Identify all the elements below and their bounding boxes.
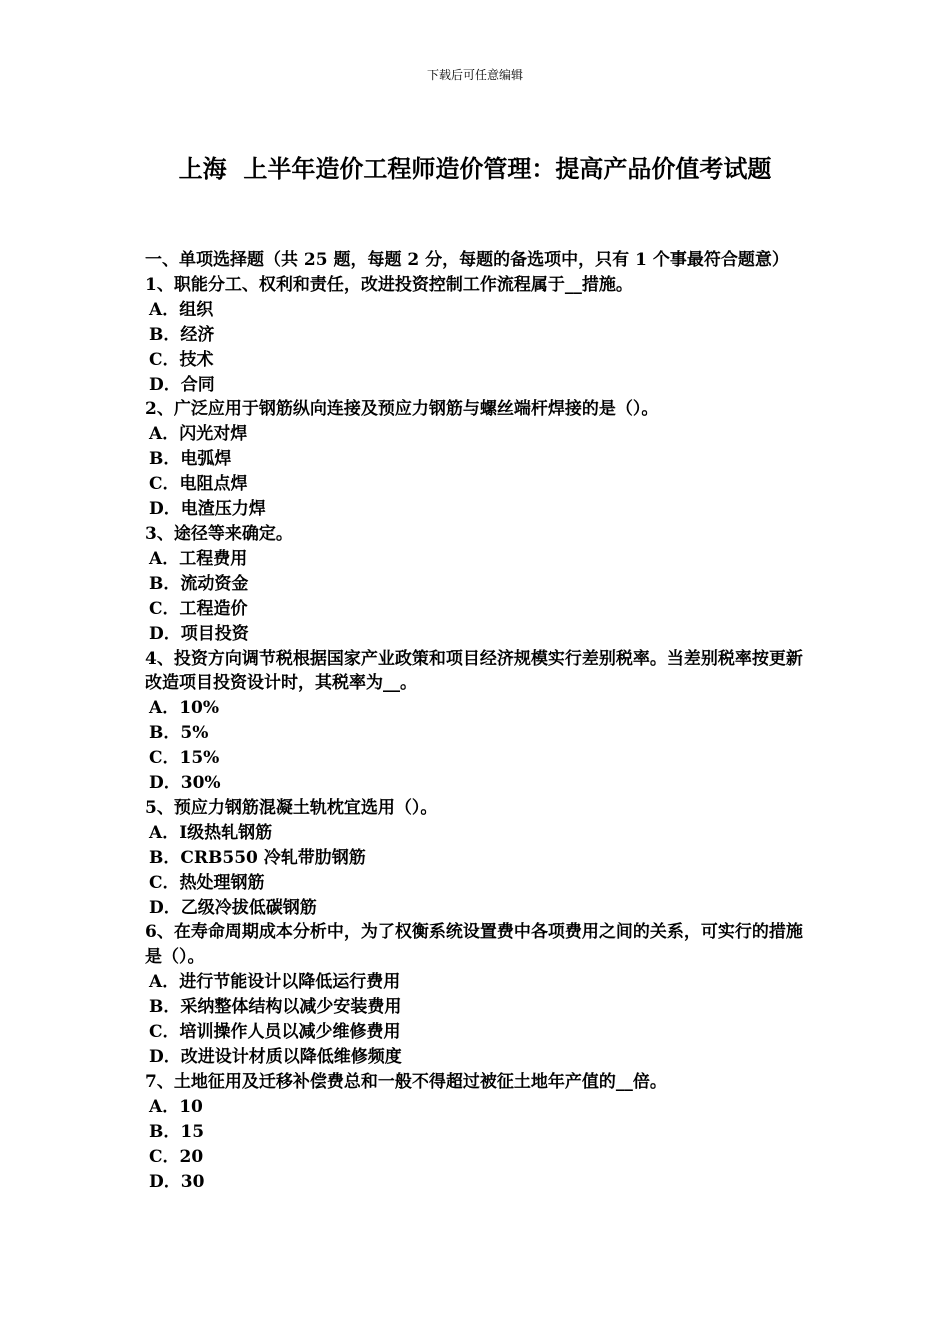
page-title: 上海 上半年造价工程师造价管理：提高产品价值考试题 xyxy=(178,154,772,183)
option-b: B．15 xyxy=(149,1121,205,1142)
document-body xyxy=(145,248,810,1194)
option-c: C．15% xyxy=(149,748,220,769)
question-3 xyxy=(145,522,810,647)
question-stem: 2、广泛应用于钢筋纵向连接及预应力钢筋与螺丝端杆焊接的是（）。 xyxy=(145,399,659,420)
option-a: A．组织 xyxy=(149,299,214,320)
question-stem: 4、投资方向调节税根据国家产业政策和项目经济规模实行差别税率。当差别税率按更新改造项目投资设计时，其税率为__。 xyxy=(145,648,803,694)
option-c: C．热处理钢筋 xyxy=(149,872,265,893)
option-a: A．工程费用 xyxy=(149,548,248,569)
option-d: D．改进设计材质以降低维修频度 xyxy=(149,1047,402,1067)
option-c: C．培训操作人员以减少维修费用 xyxy=(149,1022,401,1043)
option-d: D．电渣压力焊 xyxy=(149,499,266,520)
section-heading: 一、单项选择题（共 25 题，每题 2 分，每题的备选项中，只有 1 个事最符合题意） xyxy=(145,250,789,270)
option-a: A．闪光对焊 xyxy=(149,424,248,445)
option-b: B．采纳整体结构以减少安装费用 xyxy=(149,997,402,1018)
option-c: C．技术 xyxy=(149,349,214,370)
question-stem: 7、土地征用及迁移补偿费总和一般不得超过被征土地年产值的__倍。 xyxy=(145,1071,667,1092)
header-note: 下载后可任意编辑 xyxy=(426,68,523,82)
question-stem: 5、预应力钢筋混凝土轨枕宜选用（）。 xyxy=(145,797,438,818)
question-5 xyxy=(145,796,810,921)
option-b: B．电弧焊 xyxy=(149,449,232,470)
option-a: A．Ⅰ级热轧钢筋 xyxy=(149,822,273,843)
option-d: D．乙级冷拔低碳钢筋 xyxy=(149,897,317,918)
question-stem: 3、途径等来确定。 xyxy=(145,523,293,544)
option-c: C．电阻点焊 xyxy=(149,474,248,495)
option-c: C．工程造价 xyxy=(149,598,248,619)
option-b: B．CRB550 冷轧带肋钢筋 xyxy=(149,847,366,868)
question-stem: 6、在寿命周期成本分析中，为了权衡系统设置费中各项费用之间的关系，可实行的措施是（）。 xyxy=(145,922,803,968)
option-b: B．经济 xyxy=(149,324,215,345)
question-1 xyxy=(145,273,810,398)
question-2 xyxy=(145,397,810,522)
option-d: D．项目投资 xyxy=(149,623,249,644)
question-7 xyxy=(145,1070,810,1195)
option-d: D．30 xyxy=(149,1171,205,1192)
option-d: D．合同 xyxy=(149,374,215,395)
question-stem: 1、职能分工、权利和责任，改进投资控制工作流程属于__措施。 xyxy=(145,274,633,295)
option-b: B．流动资金 xyxy=(149,573,249,594)
question-6 xyxy=(145,920,810,1069)
option-d: D．30% xyxy=(149,773,221,794)
option-b: B．5% xyxy=(149,723,209,744)
option-c: C．20 xyxy=(149,1146,204,1167)
option-a: A．进行节能设计以降低运行费用 xyxy=(149,972,401,993)
option-a: A．10% xyxy=(149,698,220,719)
question-4 xyxy=(145,647,810,796)
option-a: A．10 xyxy=(149,1096,203,1117)
